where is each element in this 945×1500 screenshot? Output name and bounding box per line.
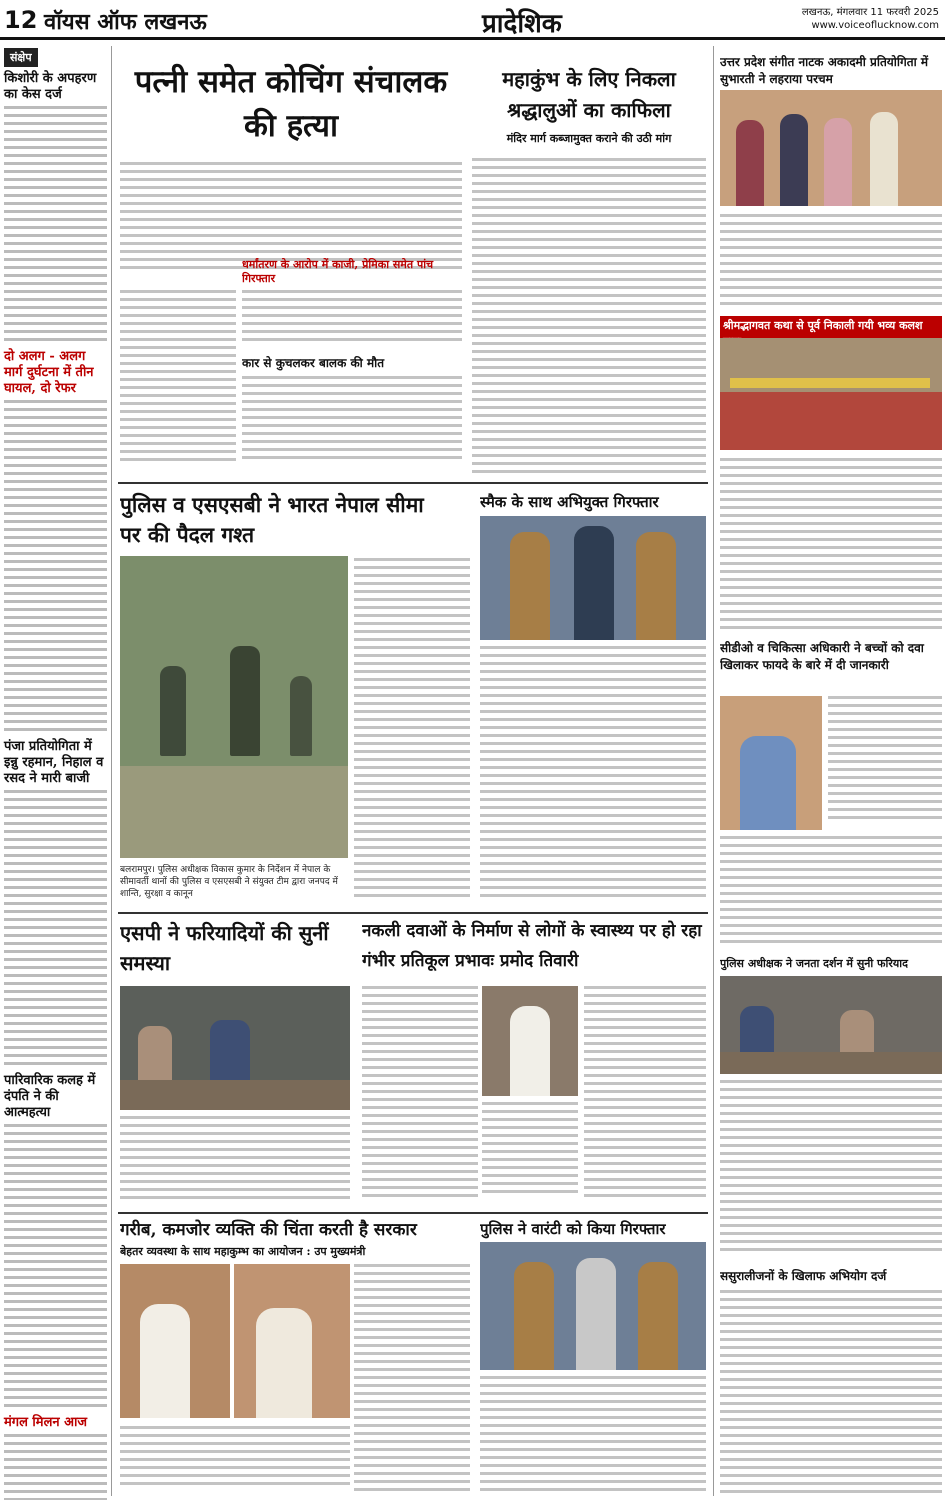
lead-body-2 [120,290,236,472]
deputy-cm-photo-2 [234,1264,350,1418]
deputy-cm-body-1 [120,1426,350,1496]
smack-photo [480,516,706,640]
car-accident-subheadline: कार से कुचलकर बालक की मौत [242,356,385,370]
sangeet-photo [720,90,942,206]
warrant-body [480,1376,706,1496]
warrant-photo [480,1242,706,1370]
masthead [0,0,945,40]
middle-column [118,46,708,1496]
sasural-body [720,1290,942,1496]
deputy-cm-body-2 [354,1264,470,1496]
website: www.voiceoflucknow.com [811,20,939,31]
border-patrol-body [354,558,470,908]
sangeet-body [720,214,942,310]
left-headline-1: किशोरी के अपहरण का केस दर्ज [4,71,97,102]
deputy-cm-headline: गरीब, कमजोर व्यक्ति की चिंता करती है सरकार [120,1220,417,1240]
kalash-headline: श्रीमद्भागवत कथा से पूर्व निकाली गयी भव्य कलश [720,316,942,352]
smack-headline: स्मैक के साथ अभियुक्त गिरफ्तार [480,493,659,511]
brief-tag: संक्षेप [4,48,38,67]
deputy-cm-photo-1 [120,1264,230,1418]
kumbh-subheadline: मंदिर मार्ग कब्जामुक्त कराने की उठी मांग [506,132,672,145]
cdo-body-1 [828,696,942,830]
right-column [713,46,945,1496]
kumbh-body [472,158,706,478]
section-title: प्रादेशिक [482,9,562,39]
page-number: 12 [4,6,38,34]
left-headline-3: पंजा प्रतियोगिता में इन्नु रहमान, निहाल व रसद ने मारी बाजी [4,739,104,786]
paper-name: वॉयस ऑफ लखनऊ [44,9,207,35]
left-body-4 [4,1124,107,1407]
border-patrol-photo [120,556,348,858]
left-body-3 [4,790,107,1065]
drug-body-3 [584,986,706,1204]
sp-darshan-photo [720,976,942,1074]
car-accident-body [242,376,462,472]
cdo-headline: सीडीओ व चिकित्सा अधिकारी ने बच्चों को दवा खिलाकर फायदे के बारे में दी जानकारी [720,641,924,672]
sp-hearing-photo [120,986,350,1110]
sp-hearing-headline: एसपी ने फरियादियों की सुनीं समस्या [120,921,329,975]
drug-body-1 [362,986,478,1204]
lead-headline: पत्नी समेत कोचिंग संचालक की हत्या [134,64,448,144]
border-patrol-headline: पुलिस व एसएसबी ने भारत नेपाल सीमा पर की पैदल गश्त [120,492,424,547]
sp-darshan-headline: पुलिस अधीक्षक ने जनता दर्शन में सुनी फरियाद [720,957,908,970]
sp-darshan-body [720,1080,942,1256]
sasural-headline: ससुरालीजनों के खिलाफ अभियोग दर्ज [720,1269,887,1283]
deputy-cm-subheadline: बेहतर व्यवस्था के साथ महाकुम्भ का आयोजन : उप मुख्यमंत्री [120,1245,366,1258]
drug-photo [482,986,578,1096]
left-body-5 [4,1434,107,1500]
warrant-headline: पुलिस ने वारंटी को किया गिरफ्तार [480,1220,666,1238]
border-patrol-caption: बलरामपुर। पुलिस अधीक्षक विकास कुमार के निर्देशन में नेपाल के सीमावर्ती थानों की पुलिस व एसएसबी ने संयुक्त टीम द्वारा जनपद में शान्ति, सुरक्षा व कानून [120,865,338,899]
sangeet-headline: उत्तर प्रदेश संगीत नाटक अकादमी प्रतियोगिता में सुभारती ने लहराया परचम [720,55,929,86]
kumbh-headline: महाकुंभ के लिए निकला श्रद्धालुओं का काफिला [502,67,676,122]
drug-body-2 [482,1102,578,1204]
cdo-body-2 [720,836,942,950]
issue-date: लखनऊ, मंगलवार 11 फरवरी 2025 [801,7,939,18]
left-headline-2: दो अलग - अलग मार्ग दुर्घटना में तीन घायल, दो रेफर [4,349,94,396]
kalash-body [720,458,942,634]
left-body-2 [4,400,107,731]
left-headline-4: पारिवारिक कलह में दंपति ने की आत्महत्या [4,1073,96,1120]
smack-body [480,646,706,908]
sp-hearing-body [120,1116,350,1208]
drug-headline: नकली दवाओं के निर्माण से लोगों के स्वास्थ्य पर हो रहा गंभीर प्रतिकूल प्रभावः प्रमोद तिवारी [362,921,702,971]
conversion-body [242,290,462,350]
left-column [0,46,112,1496]
kalash-photo [720,338,942,450]
conversion-subheadline: धर्मांतरण के आरोप में काजी, प्रेमिका समेत पांच गिरफ्तार [242,258,434,285]
date-block [802,6,939,32]
left-headline-5: मंगल मिलन आज [4,1415,88,1430]
cdo-photo [720,696,822,830]
left-body-1 [4,106,107,341]
